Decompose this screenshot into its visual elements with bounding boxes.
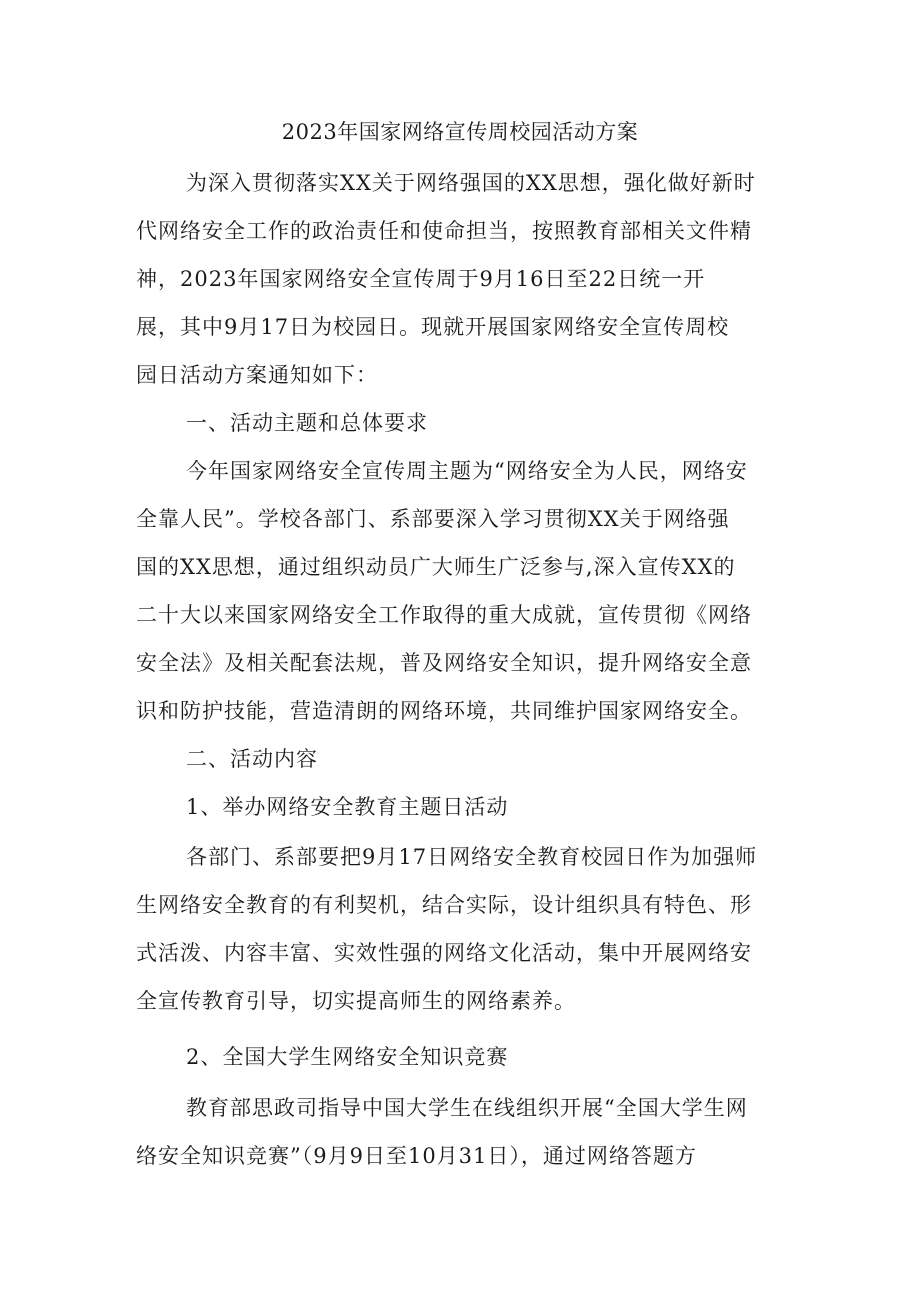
paragraph-line: 园日活动方案通知如下： xyxy=(136,363,378,387)
subsection-heading: 1、举办网络安全教育主题日活动 xyxy=(186,795,509,819)
section-heading: 二、活动内容 xyxy=(186,747,318,771)
paragraph-line: 二十大以来国家网络安全工作取得的重大成就，宣传贯彻《网络 xyxy=(136,603,752,627)
paragraph-line: 各部门、系部要把9月17日网络安全教育校园日作为加强师 xyxy=(186,845,758,869)
paragraph-line: 生网络安全教育的有利契机，结合实际，设计组织具有特色、形 xyxy=(136,893,752,917)
paragraph-line: 代网络安全工作的政治责任和使命担当，按照教育部相关文件精 xyxy=(136,219,752,243)
paragraph-line: 安全法》及相关配套法规，普及网络安全知识，提升网络安全意 xyxy=(136,651,752,675)
paragraph-line: 教育部思政司指导中国大学生在线组织开展“全国大学生网 xyxy=(186,1096,748,1120)
document-title: 2023年国家网络宣传周校园活动方案 xyxy=(281,120,639,144)
paragraph-line: 今年国家网络安全宣传周主题为“网络安全为人民，网络安 xyxy=(186,459,748,483)
paragraph-line: 全宣传教育引导，切实提高师生的网络素养。 xyxy=(136,989,576,1013)
paragraph-line: 神，2023年国家网络安全宣传周于9月16日至22日统一开 xyxy=(136,267,706,291)
paragraph-line: 式活泼、内容丰富、实效性强的网络文化活动，集中开展网络安 xyxy=(136,941,752,965)
paragraph-line: 为深入贯彻落实XX关于网络强国的XX思想，强化做好新时 xyxy=(186,171,756,195)
paragraph-line: 全靠人民”。学校各部门、系部要深入学习贯彻XX关于网络强 xyxy=(136,507,730,531)
subsection-heading: 2、全国大学生网络安全知识竞赛 xyxy=(186,1045,509,1069)
paragraph-line: 络安全知识竞赛”（9月9日至10月31日），通过网络答题方 xyxy=(136,1144,697,1168)
section-heading: 一、活动主题和总体要求 xyxy=(186,411,428,435)
paragraph-line: 展，其中9月17日为校园日。现就开展国家网络安全宣传周校 xyxy=(136,315,730,339)
paragraph-line: 识和防护技能，营造清朗的网络环境，共同维护国家网络安全。 xyxy=(136,699,752,723)
paragraph-line: 国的XX思想，通过组织动员广大师生广泛参与,深入宣传XX的 xyxy=(136,555,736,579)
